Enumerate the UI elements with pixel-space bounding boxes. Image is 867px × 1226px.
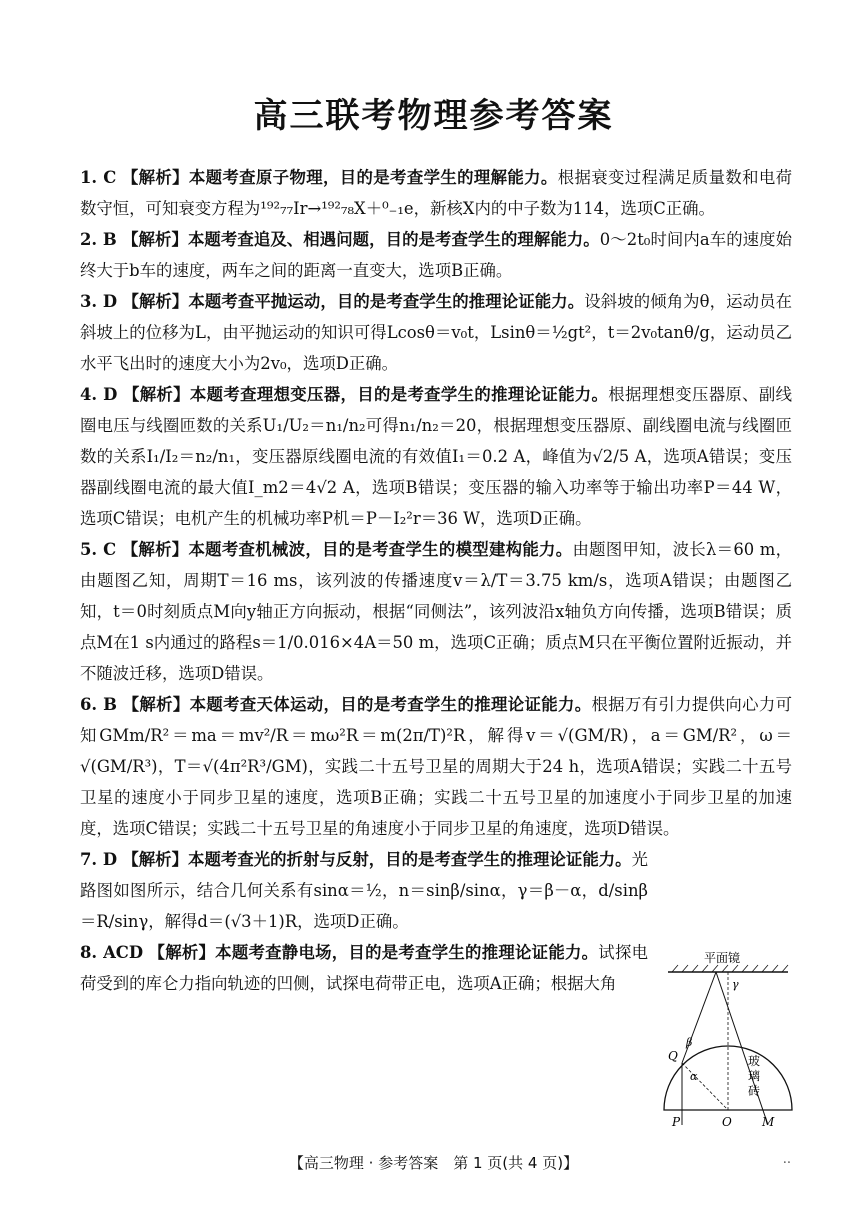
point-q-label: Q — [668, 1049, 678, 1063]
glass-label: 璃 — [748, 1069, 761, 1083]
answer-item-6 — [80, 689, 792, 844]
page-title: 高三联考物理参考答案 — [253, 96, 614, 136]
answer-analysis-tag: 【解析】本题考查理想变压器，目的是考查学生的推理论证能力。 — [122, 385, 609, 404]
answer-label: 1. C — [80, 168, 117, 187]
answer-item-2 — [80, 224, 792, 286]
answer-label: 2. B — [80, 230, 117, 249]
answer-item-3 — [80, 286, 792, 379]
answer-label: 4. D — [80, 385, 118, 404]
answer-label: 6. B — [80, 695, 118, 714]
answer-body: 由题图甲知，波长λ＝60 m，由题图乙知，周期T＝16 ms，该列波的传播速度v＝λ/T＝3.75 km/s，选项A错误；由题图乙知，t＝0时刻质点M向y轴正方向振动，根据“同侧法”，该列波沿x轴负方向传播，选项B错误；质点M在1 s内通过的路程s＝1/0.016×4A＝50 m，选项C正确；质点M只在平衡位置附近振动，并不随波迁移，选项D错误。 — [80, 540, 792, 683]
angle-gamma-label: γ — [732, 978, 739, 991]
answer-analysis-tag: 【解析】本题考查平抛运动，目的是考查学生的推理论证能力。 — [122, 292, 585, 311]
optics-diagram — [658, 950, 798, 1140]
reflected-ray — [716, 972, 768, 1125]
answer-body: 根据衰变过程满足质量数和电荷数守恒，可知衰变方程为¹⁹²₇₇Ir→¹⁹²₇₈X＋⁰₋₁e，新核X内的中子数为114，选项C正确。 — [80, 168, 793, 218]
mirror-label: 平面镜 — [704, 951, 741, 965]
point-o-label: O — [722, 1115, 732, 1129]
answer-item-4 — [80, 379, 792, 534]
answer-label: 3. D — [80, 292, 118, 311]
angle-beta-label: β — [686, 1036, 693, 1049]
answer-analysis-tag: 【解析】本题考查天体运动，目的是考查学生的推理论证能力。 — [122, 695, 592, 714]
answer-analysis-tag: 【解析】本题考查机械波，目的是考查学生的模型建构能力。 — [121, 540, 573, 559]
answer-label: 8. ACD — [80, 943, 144, 962]
answer-label: 7. D — [80, 850, 118, 869]
glass-label: 砖 — [748, 1084, 761, 1098]
answer-item-8 — [80, 937, 648, 999]
answer-analysis-tag: 【解析】本题考查静电场，目的是考查学生的推理论证能力。 — [148, 943, 599, 962]
answer-item-5 — [80, 534, 792, 689]
answer-body: 设斜坡的倾角为θ，运动员在斜坡上的位移为L，由平抛运动的知识可得Lcosθ＝v₀t，Lsinθ＝½gt²，t＝2v₀tanθ/g，运动员乙水平飞出时的速度大小为2v₀，选项D正确。 — [80, 292, 793, 373]
answer-body: 0～2t₀时间内a车的速度始终大于b车的速度，两车之间的距离一直变大，选项B正确。 — [80, 230, 793, 280]
answer-item-1 — [80, 162, 792, 224]
page-footer: 【高三物理 · 参考答案 第 1 页(共 4 页)】 — [288, 1154, 579, 1172]
mirror-hatching — [672, 965, 788, 972]
point-p-label: P — [672, 1115, 681, 1129]
glass-label: 玻 — [748, 1054, 761, 1068]
answer-body: 试探电荷受到的库仑力指向轨迹的凹侧，试探电荷带正电，选项A正确；根据大角 — [80, 943, 649, 993]
answer-body: 根据万有引力提供向心力可知GMm/R²＝ma＝mv²/R＝mω²R＝m(2π/T)²R，解得v＝√(GM/R)，a＝GM/R²，ω＝√(GM/R³)，T＝√(4π²R³/GM)，实践二十五号卫星的周期大于24 h，选项A错误；实践二十五号卫星的速度小于同步卫星的速度，选项B正确；实践二十五号卫星的加速度小于同步卫星的加速度，选项C错误；实践二十五号卫星的角速度小于同步卫星的角速度，选项D错误。 — [80, 695, 793, 838]
answer-list — [80, 162, 792, 999]
answer-body: 光路图如图所示，结合几何关系有sinα＝½，n＝sinβ/sinα，γ＝β－α，d/sinβ＝R/sinγ，解得d＝(√3＋1)R，选项D正确。 — [80, 850, 649, 931]
point-m-label: M — [762, 1115, 775, 1129]
answer-analysis-tag: 【解析】本题考查原子物理，目的是考查学生的理解能力。 — [121, 168, 558, 187]
answer-label: 5. C — [80, 540, 117, 559]
answer-analysis-tag: 【解析】本题考查追及、相遇问题，目的是考查学生的理解能力。 — [122, 230, 600, 249]
angle-alpha-label: α — [690, 1070, 698, 1083]
answer-analysis-tag: 【解析】本题考查光的折射与反射，目的是考查学生的推理论证能力。 — [122, 850, 632, 869]
ray-to-mirror — [682, 972, 716, 1063]
answer-item-7 — [80, 844, 648, 937]
footer-mark: .. — [782, 1152, 791, 1167]
inner-ray — [682, 1063, 728, 1110]
answer-body: 根据理想变压器原、副线圈电压与线圈匝数的关系U₁/U₂＝n₁/n₂可得n₁/n₂＝20，根据理想变压器原、副线圈电流与线圈匝数的关系I₁/I₂＝n₂/n₁，变压器原线圈电流的有效值I₁＝0.2 A，峰值为√2/5 A，选项A错误；变压器副线圈电流的最大值I_m2＝4√2 A，选项B错误；变压器的输入功率等于输出功率P＝44 W，选项C错误；电机产生的机械功率P机＝P－I₂²r＝36 W，选项D正确。 — [80, 385, 793, 528]
